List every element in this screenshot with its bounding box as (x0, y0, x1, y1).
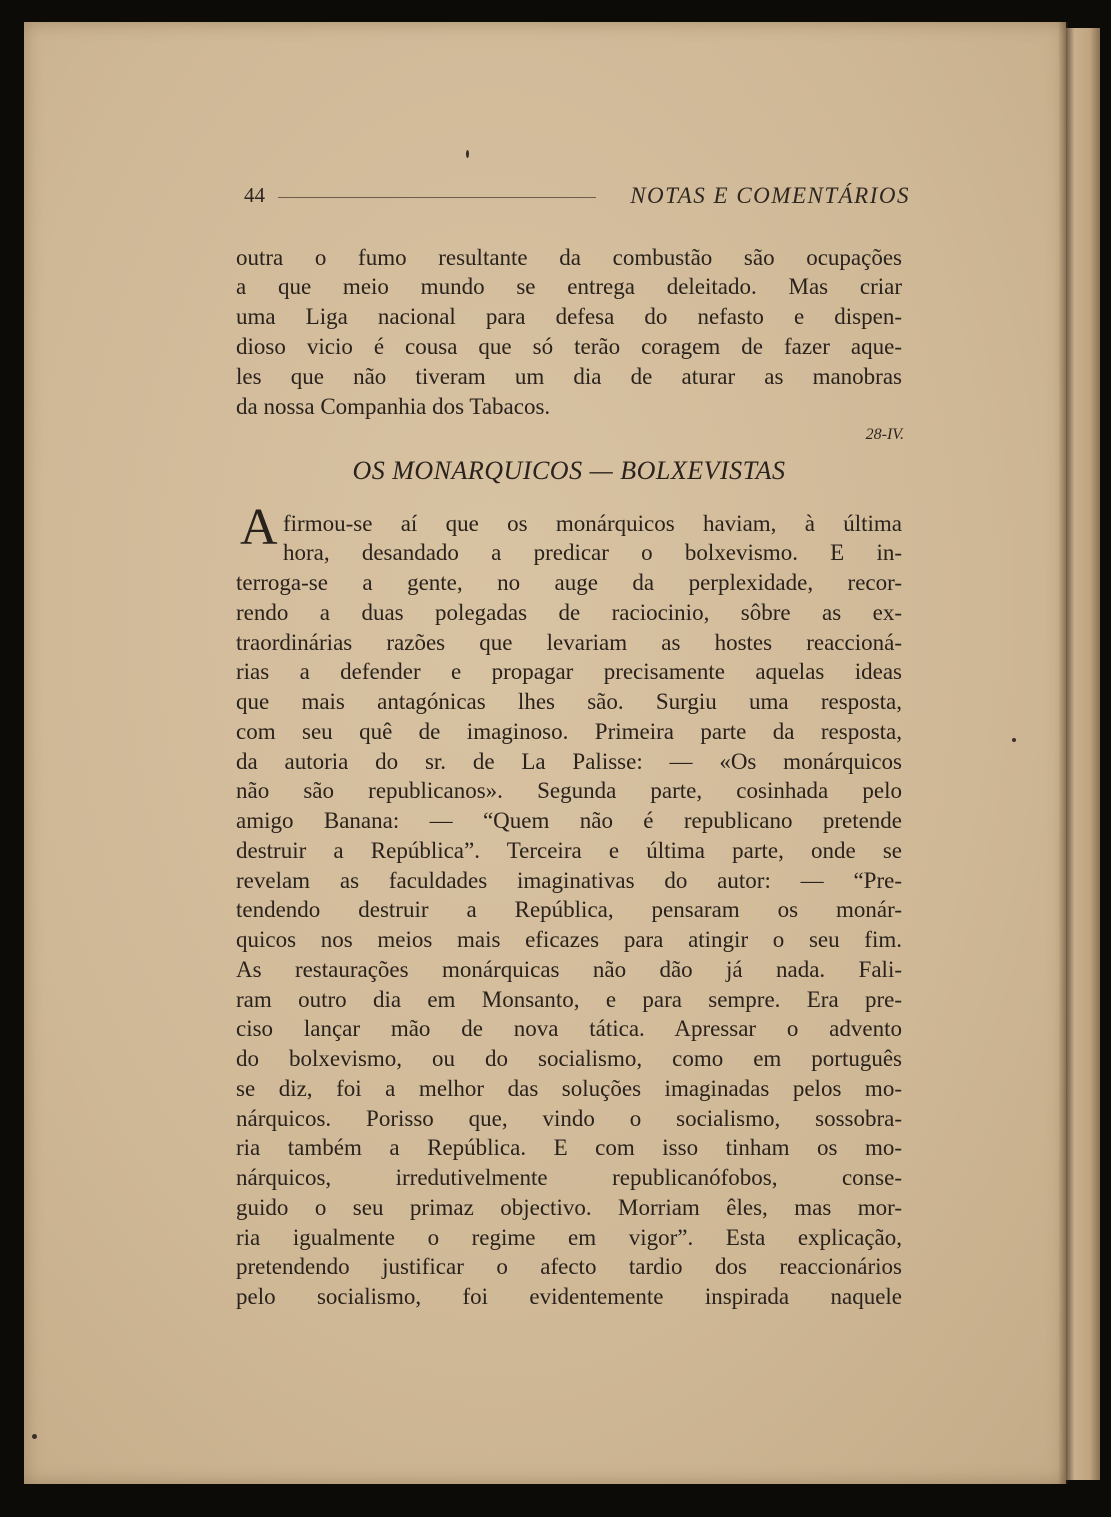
header-rule (278, 197, 596, 198)
text-line: ria igualmente o regime em vigor”. Esta explicação, (236, 1225, 902, 1250)
text-line: rias a defender e propagar precisamente aquelas ideas (236, 659, 902, 684)
ink-speck (32, 1434, 37, 1439)
text-line: ram outro dia em Monsanto, e para sempre. Era pre- (236, 987, 902, 1012)
article-date: 28-IV. (865, 426, 904, 443)
text-line: da autoria do sr. de La Palisse: — «Os monárquicos (236, 749, 902, 774)
text-line: pretendendo justificar o afecto tardio dos reaccionários (236, 1254, 902, 1279)
text-line: rendo a duas polegadas de raciocinio, sôbre as ex- (236, 600, 902, 625)
text-line: destruir a República”. Terceira e última parte, onde se (236, 838, 902, 863)
text-line: traordinárias razões que levariam as hostes reaccioná- (236, 630, 902, 655)
ink-speck (1012, 738, 1016, 742)
text-line: se diz, foi a melhor das soluções imaginadas pelos mo- (236, 1076, 902, 1101)
article-title: OS MONARQUICOS — BOLXEVISTAS (352, 456, 786, 485)
text-line: les que não tiveram um dia de aturar as manobras (236, 364, 902, 389)
running-title: NOTAS E COMENTÁRIOS (630, 183, 910, 208)
text-line: da nossa Companhia dos Tabacos. (236, 394, 551, 419)
text-line: com seu quê de imaginoso. Primeira parte da resposta, (236, 719, 902, 744)
text-line: ria também a República. E com isso tinham os mo- (236, 1135, 902, 1160)
text-line: tendendo destruir a República, pensaram os monár- (236, 897, 902, 922)
text-line: não são republicanos». Segunda parte, cosinhada pelo (236, 778, 902, 803)
ink-speck (466, 150, 469, 158)
drop-cap: A (240, 499, 278, 556)
text-line: terroga-se a gente, no auge da perplexidade, recor- (236, 570, 902, 595)
text-line: amigo Banana: — “Quem não é republicano pretende (236, 808, 902, 833)
text-line: firmou-se aí que os monárquicos haviam, à última (283, 511, 902, 536)
text-line: outra o fumo resultante da combustão são ocupações (236, 245, 902, 270)
text-line: nárquicos, irredutivelmente republicanófobos, conse- (236, 1165, 902, 1190)
text-line: quicos nos meios mais eficazes para atingir o seu fim. (236, 927, 902, 952)
text-line: hora, desandado a predicar o bolxevismo. E in- (283, 540, 902, 565)
text-line: dioso vicio é cousa que só terão coragem de fazer aque- (236, 334, 902, 359)
text-line: pelo socialismo, foi evidentemente inspirada naquele (236, 1284, 902, 1309)
running-head (244, 183, 910, 213)
page-number: 44 (244, 183, 265, 207)
text-line: guido o seu primaz objectivo. Morriam êles, mas mor- (236, 1195, 902, 1220)
text-line: a que meio mundo se entrega deleitado. Mas criar (236, 274, 902, 299)
text-line: do bolxevismo, ou do socialismo, como em português (236, 1046, 902, 1071)
text-line: uma Liga nacional para defesa do nefasto e dispen- (236, 304, 902, 329)
text-line: revelam as faculdades imaginativas do autor: — “Pre- (236, 868, 902, 893)
text-line: As restaurações monárquicas não dão já nada. Fali- (236, 957, 902, 982)
text-line: nárquicos. Porisso que, vindo o socialismo, sossobra- (236, 1106, 902, 1131)
text-line: ciso lançar mão de nova tática. Apressar o advento (236, 1016, 902, 1041)
next-page-edge (1066, 28, 1100, 1480)
text-line: que mais antagónicas lhes são. Surgiu uma resposta, (236, 689, 902, 714)
